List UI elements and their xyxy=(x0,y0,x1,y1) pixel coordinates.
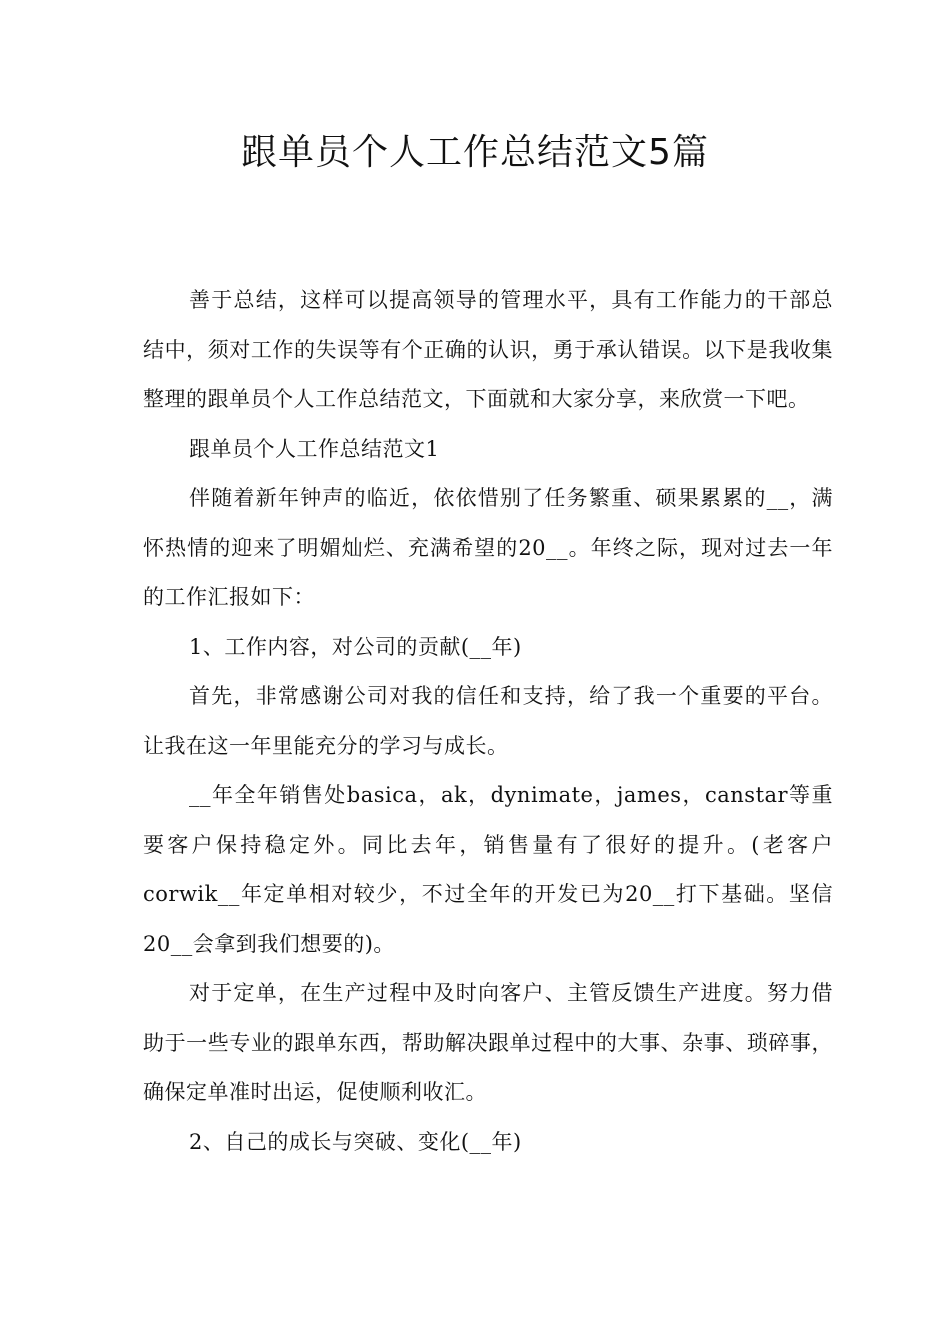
body-paragraph: 伴随着新年钟声的临近，依依惜别了任务繁重、硕果累累的__，满怀热情的迎来了明媚灿烂、充满希望的20__。年终之际，现对过去一年的工作汇报如下： xyxy=(143,486,833,609)
body-paragraph: 对于定单，在生产过程中及时向客户、主管反馈生产进度。努力借助于一些专业的跟单东西，帮助解决跟单过程中的大事、杂事、琐碎事，确保定单准时出运，促使顺利收汇。 xyxy=(143,981,833,1104)
section-heading-sample-1: 跟单员个人工作总结范文1 xyxy=(189,436,440,461)
intro-paragraph: 善于总结，这样可以提高领导的管理水平，具有工作能力的干部总结中，须对工作的失误等有个正确的认识，勇于承认错误。以下是我收集整理的跟单员个人工作总结范文，下面就和大家分享，来欣赏一下吧。 xyxy=(143,288,833,411)
body-paragraph: __年全年销售处basica，ak，dynimate，james，canstar等重要客户保持稳定外。同比去年，销售量有了很好的提升。(老客户corwik__年定单相对较少，不过全年的开发已为20__打下基础。坚信20__会拿到我们想要的)。 xyxy=(143,783,833,956)
body-paragraph: 首先，非常感谢公司对我的信任和支持，给了我一个重要的平台。让我在这一年里能充分的学习与成长。 xyxy=(143,684,833,758)
subheading-work-content: 1、工作内容，对公司的贡献(__年) xyxy=(189,634,522,659)
document-title: 跟单员个人工作总结范文5篇 xyxy=(241,132,709,173)
document-body xyxy=(143,276,833,1167)
subheading-growth: 2、自己的成长与突破、变化(__年) xyxy=(189,1129,522,1154)
